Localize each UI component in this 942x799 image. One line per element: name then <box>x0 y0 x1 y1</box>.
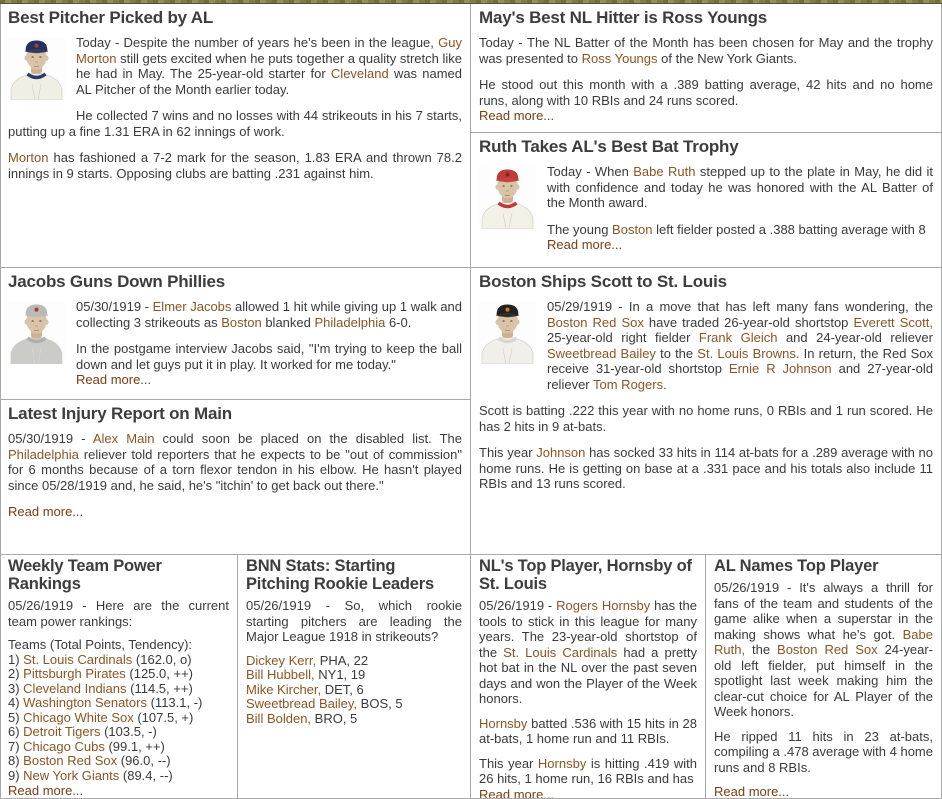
text-run: (125.0, ++) <box>125 666 193 681</box>
text-run: stepped up to the plate in May, he did it with confidence and today he was honored with the AL Batter of the Month award. <box>547 164 933 210</box>
article-headline: Jacobs Guns Down Phillies <box>8 272 225 291</box>
article-paragraph <box>8 108 462 139</box>
text-run: PHA, 22 <box>316 652 369 668</box>
rankings-list <box>8 653 229 784</box>
read-more-link[interactable]: Read more... <box>8 783 84 798</box>
inline-link[interactable]: Chicago White Sox <box>23 709 134 725</box>
text-run: 7) <box>8 738 24 754</box>
text-run: 25-year-old right fielder <box>547 330 699 345</box>
text-run: 24-year-old left fielder, put himself in the spotlight last week making him the clear-cut choice for AL Player of the Week honors. <box>714 642 933 719</box>
article-paragraph <box>479 299 933 392</box>
inline-link[interactable]: Washington Senators <box>23 695 147 710</box>
article-body <box>8 299 462 388</box>
article-body <box>8 35 462 181</box>
inline-link[interactable]: Chicago Cubs <box>23 738 105 754</box>
inline-link[interactable]: Ross Youngs <box>581 50 658 66</box>
text-run: was named AL Pitcher of the Month earlier today. <box>76 66 462 97</box>
inline-link[interactable]: Pittsburgh Pirates <box>23 666 126 681</box>
article-headline: Ruth Takes AL's Best Bat Trophy <box>479 137 739 156</box>
leaders-list <box>246 654 462 727</box>
read-more-link[interactable]: Read more... <box>547 237 623 252</box>
text-run: In return, the Red Sox receive 31-year-old shortstop <box>547 345 934 376</box>
inline-link[interactable]: Boston <box>612 221 653 237</box>
article-ruth-trophy <box>471 133 942 268</box>
article-body <box>479 598 697 799</box>
inline-link[interactable]: Philadelphia <box>8 446 79 462</box>
article-paragraph <box>8 299 462 330</box>
inline-link[interactable]: Cleveland <box>330 66 389 81</box>
text-run: (114.5, ++) <box>126 680 193 696</box>
article-trade <box>471 268 942 555</box>
article-paragraph <box>479 222 933 238</box>
article-nl-hitter <box>471 4 942 133</box>
list-line <box>8 696 229 711</box>
list-line <box>8 653 229 668</box>
text-run: 05/30/1919 - <box>76 299 153 314</box>
text-run: He stood out this month with a .389 batting average, 42 hits and no home runs, along with 10 RBIs and 24 runs scored. <box>479 77 933 108</box>
article-headline: Best Pitcher Picked by AL <box>8 8 214 27</box>
inline-link[interactable]: Hornsby <box>479 715 528 731</box>
inline-link[interactable]: Elmer Jacobs <box>152 299 232 314</box>
inline-link[interactable]: Detroit Tigers <box>23 724 101 739</box>
inline-link[interactable]: Johnson <box>536 445 586 460</box>
article-body <box>8 431 462 520</box>
inline-link[interactable]: New York Giants <box>23 767 120 783</box>
article-paragraph <box>8 431 462 493</box>
text-run: and 27-year-old reliever <box>547 361 933 392</box>
article-paragraph <box>479 164 933 211</box>
text-run: 5) <box>8 709 24 725</box>
text-run: (113.1, -) <box>146 695 203 710</box>
inline-link[interactable]: Philadelphia <box>314 314 386 330</box>
inline-link[interactable]: Tom Rogers. <box>593 376 667 392</box>
text-run: The young <box>547 221 613 237</box>
list-line <box>246 712 462 727</box>
inline-link[interactable]: Rogers Hornsby <box>556 598 651 613</box>
article-headline: BNN Stats: Starting Pitching Rookie Leaders <box>246 557 434 593</box>
article-body <box>479 35 933 124</box>
article-headline: May's Best NL Hitter is Ross Youngs <box>479 8 768 27</box>
read-more-row <box>8 783 229 799</box>
list-line <box>8 682 229 697</box>
text-run: (107.5, +) <box>133 709 194 725</box>
article-paragraph <box>479 598 697 707</box>
player-portrait-image <box>8 37 65 100</box>
text-run: (89.4, --) <box>119 767 173 783</box>
text-run: He ripped 11 hits in 23 at-bats, compiling a .478 average with 4 home runs and 8 RBIs. <box>714 728 933 775</box>
article-headline: Boston Ships Scott to St. Louis <box>479 272 727 291</box>
text-run: of the New York Giants. <box>657 50 797 66</box>
text-run: has the tools to stick in this league for many years. The 23-year-old shortstop of the <box>479 598 697 660</box>
text-run: 1) <box>8 651 24 667</box>
article-paragraph <box>479 403 933 434</box>
player-portrait[interactable] <box>8 37 65 100</box>
text-run: could soon be placed on the disabled list. The <box>154 431 463 446</box>
text-run: has socked 33 hits in 114 at-bats for a .289 average with no home runs. He is getting on base at a .331 pace and his totals also include 11 RBIs and 13 runs scored. <box>479 445 934 491</box>
text-run: 05/26/1919 - It's always a thrill for fans of the team and students of the game alike when a superstar in the making shows what he's got. <box>714 580 933 642</box>
rankings-label <box>8 638 229 653</box>
article-jacobs <box>0 268 471 400</box>
inline-link[interactable]: St. Louis Cardinals <box>503 644 618 660</box>
list-line <box>8 711 229 726</box>
text-run: still gets excited when he puts together a quality stretch like he had in May. The 25-year-old starter for <box>76 50 462 81</box>
article-paragraph <box>714 580 933 720</box>
article-nl-top-player <box>471 555 706 799</box>
text-run: 6-0. <box>385 314 412 330</box>
inline-link[interactable]: Sweetbread Bailey <box>547 345 656 361</box>
inline-link[interactable]: Frank Gleich <box>698 330 778 345</box>
text-run: Scott is batting .222 this year with no home runs, 0 RBIs and 1 run scored. He has 2 hits in 9 at-bats. <box>479 403 933 434</box>
player-portrait[interactable] <box>8 301 65 364</box>
text-run: 6) <box>8 724 24 739</box>
read-more-row <box>479 237 933 253</box>
article-paragraph <box>479 445 933 492</box>
inline-link[interactable]: St. Louis Cardinals <box>23 651 133 667</box>
text-run: batted .536 with 15 hits in 28 at-bats, 1 home run and 11 RBIs. <box>479 715 697 746</box>
text-run: BRO, 5 <box>311 710 358 726</box>
text-run: (96.0, --) <box>117 753 171 768</box>
inline-link[interactable]: Babe Ruth <box>633 164 696 179</box>
article-headline: NL's Top Player, Hornsby of St. Louis <box>479 557 692 593</box>
list-line <box>8 667 229 682</box>
article-paragraph <box>479 77 933 108</box>
text-run: 05/29/1919 - In a move that has left many fans wondering, the <box>547 299 933 314</box>
text-run: 8) <box>8 753 24 768</box>
inline-link[interactable]: Cleveland Indians <box>23 680 127 696</box>
text-run: 3) <box>8 680 24 696</box>
text-run: is hitting .419 with 26 hits, 1 home run, 16 RBIs and has <box>479 755 697 786</box>
text-run: 9) <box>8 767 24 783</box>
article-headline: Weekly Team Power Rankings <box>8 557 162 593</box>
list-line <box>8 740 229 755</box>
text-run: Teams (Total Points, Tendency): <box>8 637 193 652</box>
inline-link[interactable]: St. Louis Browns. <box>697 345 800 361</box>
read-more-row <box>714 784 933 799</box>
player-portrait[interactable] <box>479 301 536 364</box>
text-run: 4) <box>8 695 24 710</box>
article-paragraph <box>8 35 462 97</box>
inline-link[interactable]: Ernie R Johnson <box>728 361 832 376</box>
text-run: This year <box>479 755 538 771</box>
inline-link[interactable]: Bill Hubbell, <box>246 667 315 682</box>
article-body <box>479 299 933 492</box>
article-body <box>479 164 933 253</box>
text-run: NY1, 19 <box>314 667 366 682</box>
left-edge-border <box>0 4 1 799</box>
list-line <box>8 754 229 769</box>
text-run: reliever told reporters that he expects to be "out of commission" for 6 months because of a torn flexor tendon in his elbow. He hasn't played since 05/28/1919 and, he said, he's "itchin' to get back out there." <box>8 446 462 493</box>
text-run: Today - The NL Batter of the Month has been chosen for May and the trophy was presented to <box>479 35 933 66</box>
inline-link[interactable]: Hornsby <box>537 755 587 771</box>
text-run: He collected 7 wins and no losses with 44 strikeouts in his 7 starts, putting up a fine 1.31 ERA in 62 innings of work. <box>8 108 462 139</box>
article-body <box>8 598 229 799</box>
read-more-row <box>479 787 697 799</box>
article-paragraph <box>479 35 933 66</box>
list-line <box>8 725 229 740</box>
text-run: 05/30/1919 - <box>8 431 93 446</box>
text-run: 2) <box>8 666 24 681</box>
article-body <box>714 580 933 799</box>
text-run: allowed 1 hit while giving up 1 walk and collecting 3 strikeouts as <box>76 299 463 330</box>
inline-link[interactable]: Dickey Kerr, <box>246 652 317 668</box>
text-run: (103.5, -) <box>100 724 157 739</box>
article-body <box>246 598 462 726</box>
text-run: In the postgame interview Jacobs said, "I'm trying to keep the ball down and let guys put it in play. It worked for me today." <box>76 341 462 372</box>
inline-link[interactable]: Mike Kircher, <box>246 681 322 697</box>
article-paragraph <box>714 729 933 776</box>
inline-link[interactable]: Guy Morton <box>76 35 462 66</box>
text-run: (162.0, o) <box>132 651 192 667</box>
article-paragraph <box>246 598 462 645</box>
text-run: has fashioned a 7-2 mark for the season, 1.83 ERA and thrown 78.2 innings in 9 starts. Opposing clubs are batting .231 against him. <box>8 150 462 181</box>
text-run: This year <box>479 445 537 460</box>
text-run: left fielder posted a .388 batting average with 8 <box>652 221 926 237</box>
read-more-link[interactable]: Read more... <box>479 108 555 123</box>
list-line <box>246 683 462 698</box>
text-run: have traded 26-year-old shortstop <box>643 314 854 330</box>
list-line <box>246 668 462 683</box>
read-more-row <box>8 372 462 388</box>
text-run: had a pretty hot bat in the NL over the past seven days and won the Player of the Week honors. <box>479 644 697 706</box>
article-paragraph <box>479 756 697 787</box>
text-run: the <box>745 642 778 657</box>
inline-link[interactable]: Boston Red Sox <box>777 642 878 657</box>
article-al-top-player <box>706 555 942 799</box>
player-portrait-image <box>8 301 65 364</box>
inline-link[interactable]: Boston Red Sox <box>23 753 118 768</box>
text-run: blanked <box>261 314 315 330</box>
inline-link[interactable]: Morton <box>8 150 49 165</box>
list-line <box>246 697 462 712</box>
read-more-link[interactable]: Read more... <box>8 504 84 519</box>
article-best-pitcher <box>0 4 471 268</box>
text-run: Today - Despite the number of years he's been in the league, <box>76 35 439 50</box>
article-paragraph <box>479 716 697 747</box>
text-run: DET, 6 <box>321 681 364 697</box>
text-run: and 24-year-old reliever <box>777 330 933 345</box>
inline-link[interactable]: Boston <box>221 314 262 330</box>
article-injury-report <box>0 400 471 555</box>
read-more-row <box>479 108 933 124</box>
player-portrait-image <box>479 166 536 229</box>
inline-link[interactable]: Boston Red Sox <box>547 314 644 330</box>
article-paragraph <box>8 341 462 372</box>
article-headline: AL Names Top Player <box>714 557 879 575</box>
inline-link[interactable]: Bill Bolden, <box>246 710 312 726</box>
read-more-link[interactable]: Read more... <box>479 786 555 799</box>
text-run: BOS, 5 <box>357 696 403 711</box>
text-run: (99.1, ++) <box>104 738 165 754</box>
read-more-row <box>8 504 462 520</box>
list-line <box>8 769 229 784</box>
read-more-link[interactable]: Read more... <box>714 784 790 799</box>
text-run: 05/26/1919 - So, which rookie starting pitchers are leading the Major League 1918 in strikeouts? <box>246 598 462 644</box>
inline-link[interactable]: Sweetbread Bailey, <box>246 696 358 711</box>
text-run: 05/26/1919 - <box>479 598 557 613</box>
player-portrait[interactable] <box>479 166 536 229</box>
read-more-link[interactable]: Read more... <box>76 372 152 387</box>
text-run: to the <box>655 345 698 361</box>
player-portrait-image <box>479 301 536 364</box>
list-line <box>246 654 462 669</box>
article-power-rankings <box>0 555 238 799</box>
article-headline: Latest Injury Report on Main <box>8 404 232 423</box>
text-run: Today - When <box>547 164 634 179</box>
inline-link[interactable]: Alex Main <box>92 431 155 446</box>
article-paragraph <box>8 598 229 629</box>
article-paragraph <box>8 150 462 181</box>
text-run: 05/26/1919 - Here are the current team power rankings: <box>8 598 229 629</box>
inline-link[interactable]: Everett Scott, <box>853 314 933 330</box>
article-rookie-leaders <box>238 555 471 799</box>
inline-link[interactable]: Babe Ruth, <box>714 626 933 657</box>
